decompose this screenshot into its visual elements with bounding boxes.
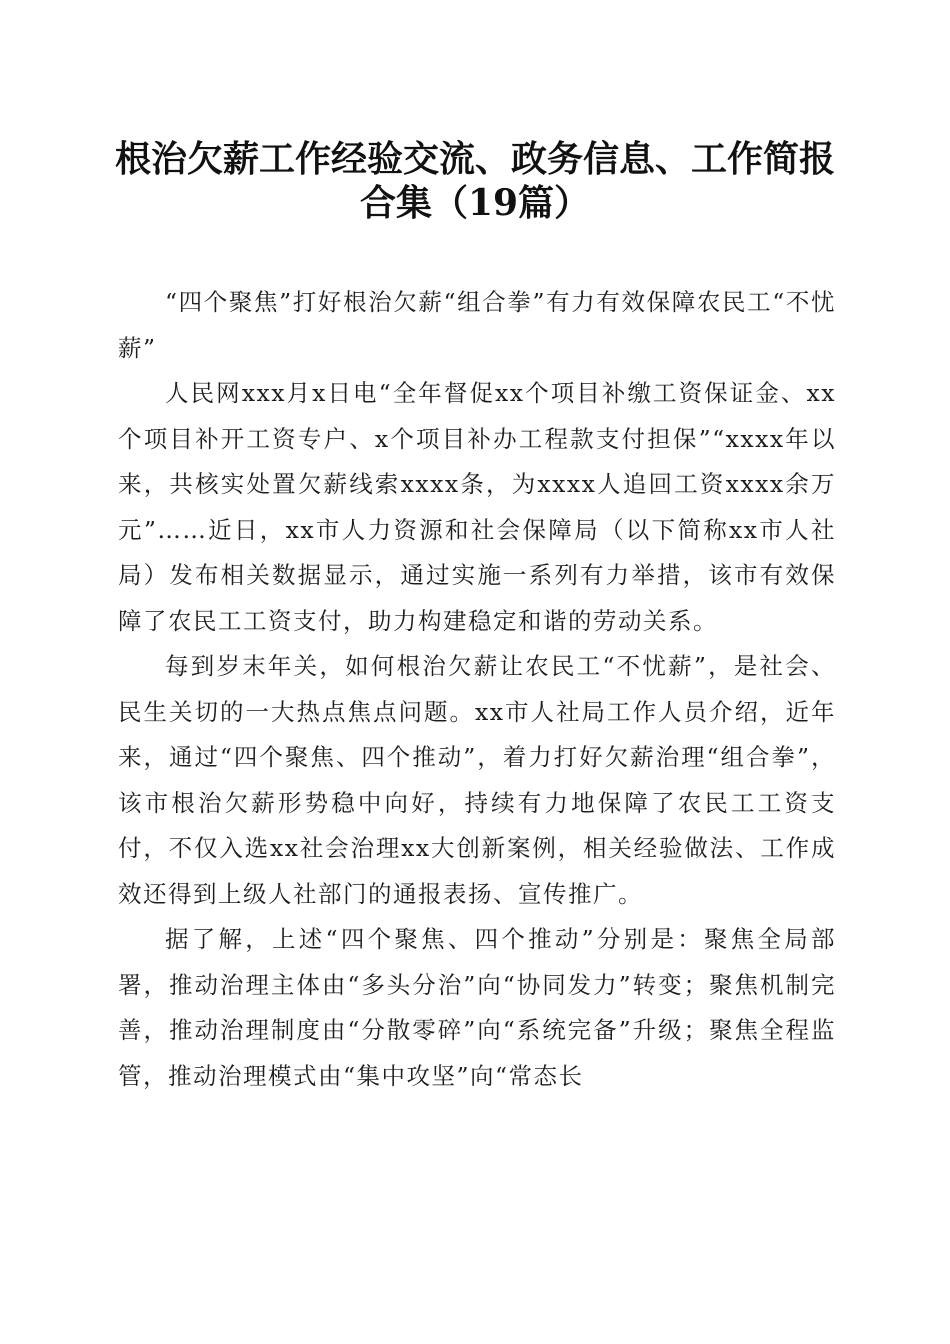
document-title-line-1: 根治欠薪工作经验交流、政务信息、工作简报 [114, 138, 835, 180]
body-paragraph: 据了解，上述“四个聚焦、四个推动”分别是：聚焦全局部署，推动治理主体由“多头分治”向“协同发力”转变；聚焦机制完善，推动治理制度由“分散零碎”向“系统完备”升级；聚焦全程监管，推动治理模式由“集中攻坚”向“常态长 [118, 925, 836, 1090]
article-headline-paragraph: “四个聚焦”打好根治欠薪“组合拳”有力有效保障农民工“不忧薪” [118, 288, 836, 362]
body-paragraph: 每到岁末年关，如何根治欠薪让农民工“不忧薪”，是社会、民生关切的一大热点焦点问题。xx市人社局工作人员介绍，近年来，通过“四个聚焦、四个推动”，着力打好欠薪治理“组合拳”，该市根治欠薪形势稳中向好，持续有力地保障了农民工工资支付，不仅入选xx社会治理xx大创新案例，相关经验做法、工作成效还得到上级人社部门的通报表扬、宣传推广。 [118, 652, 836, 908]
document-body [118, 280, 836, 1099]
document-title-line-2: 合集（19篇） [359, 182, 591, 224]
body-paragraph: 人民网xxx月x日电“全年督促xx个项目补缴工资保证金、xx个项目补开工资专户、x个项目补办工程款支付担保”“xxxx年以来，共核实处置欠薪线索xxxx条，为xxxx人追回工资xxxx余万元”……近日，xx市人力资源和社会保障局（以下简称xx市人社局）发布相关数据显示，通过实施一系列有力举措，该市有效保障了农民工工资支付，助力构建稳定和谐的劳动关系。 [118, 379, 836, 635]
